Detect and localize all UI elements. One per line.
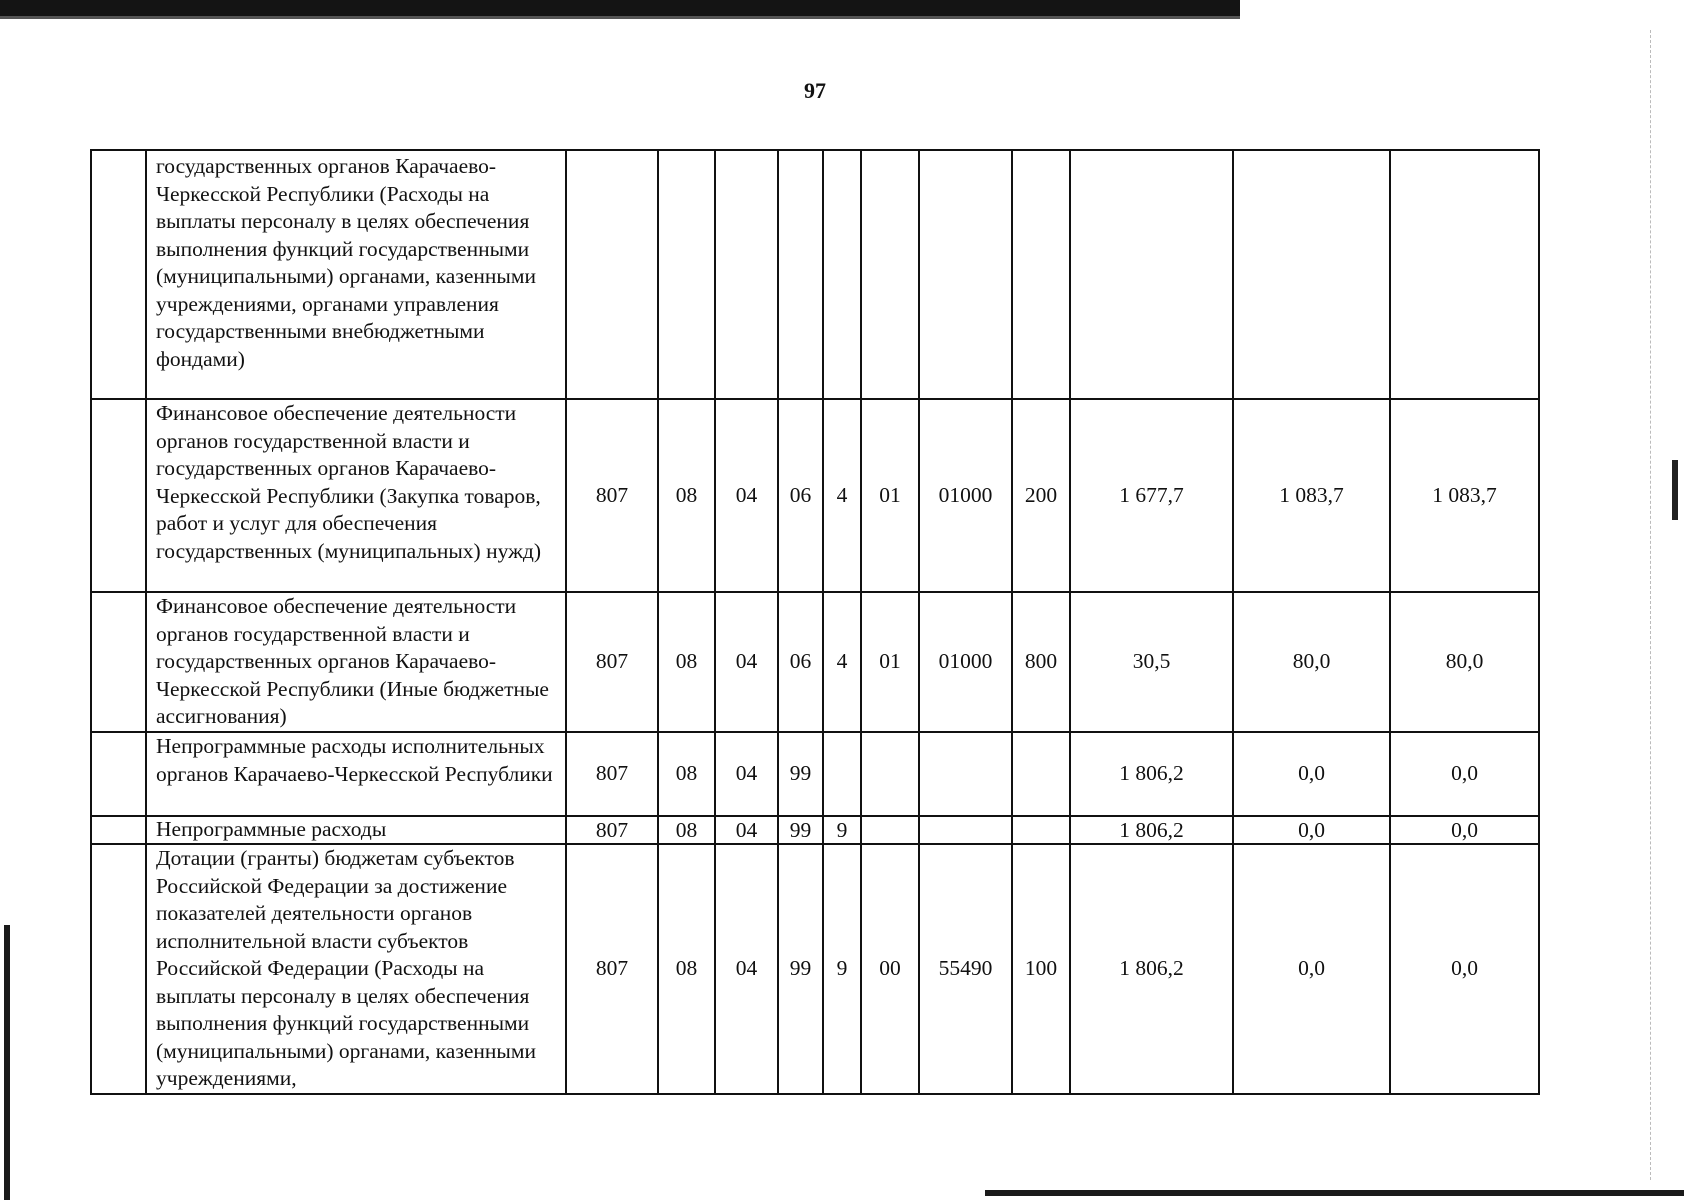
- code-admin: 807: [566, 816, 658, 844]
- code-section: 08: [658, 844, 715, 1094]
- code-expense-type: [1012, 150, 1070, 399]
- amount-year-3: 0,0: [1390, 844, 1539, 1094]
- amount-year-3: 0,0: [1390, 816, 1539, 844]
- code-program: 06: [778, 592, 823, 732]
- code-main-event: 01: [861, 399, 919, 592]
- code-subsection: 04: [715, 399, 778, 592]
- row-number-cell: [91, 732, 146, 816]
- scan-border-top-thin: [0, 16, 1240, 19]
- code-main-event: [861, 816, 919, 844]
- scan-border-left: [4, 925, 10, 1200]
- row-number-cell: [91, 592, 146, 732]
- code-main-event: 01: [861, 592, 919, 732]
- row-description: Непрограммные расходы исполнительных органов Карачаево-Черкесской Республики: [146, 732, 566, 816]
- amount-year-2: 80,0: [1233, 592, 1390, 732]
- code-section: 08: [658, 732, 715, 816]
- code-section: 08: [658, 816, 715, 844]
- code-subsection: 04: [715, 816, 778, 844]
- code-expense-type: 800: [1012, 592, 1070, 732]
- amount-year-3: 0,0: [1390, 732, 1539, 816]
- code-main-event: [861, 732, 919, 816]
- table-row: [91, 844, 1539, 1094]
- page-number: 97: [804, 78, 826, 103]
- code-subprogram: 9: [823, 844, 861, 1094]
- code-admin: 807: [566, 732, 658, 816]
- scan-edge-dots: [1650, 30, 1652, 1180]
- code-admin: 807: [566, 399, 658, 592]
- amount-year-1: 1 806,2: [1070, 844, 1233, 1094]
- code-section: 08: [658, 399, 715, 592]
- code-program: 99: [778, 816, 823, 844]
- code-section: 08: [658, 592, 715, 732]
- code-subsection: [715, 150, 778, 399]
- code-program: 06: [778, 399, 823, 592]
- code-direction: [919, 816, 1012, 844]
- amount-year-1: 1 677,7: [1070, 399, 1233, 592]
- row-description: Непрограммные расходы: [146, 816, 566, 844]
- code-admin: [566, 150, 658, 399]
- row-number-cell: [91, 399, 146, 592]
- code-subprogram: [823, 732, 861, 816]
- amount-year-1: 30,5: [1070, 592, 1233, 732]
- code-subprogram: 9: [823, 816, 861, 844]
- code-expense-type: 100: [1012, 844, 1070, 1094]
- amount-year-3: 1 083,7: [1390, 399, 1539, 592]
- amount-year-3: [1390, 150, 1539, 399]
- code-subprogram: [823, 150, 861, 399]
- scan-border-top: [0, 0, 1240, 16]
- amount-year-2: 0,0: [1233, 732, 1390, 816]
- code-subsection: 04: [715, 732, 778, 816]
- code-program: 99: [778, 732, 823, 816]
- code-admin: 807: [566, 592, 658, 732]
- amount-year-1: 1 806,2: [1070, 732, 1233, 816]
- table-row: [91, 399, 1539, 592]
- row-number-cell: [91, 816, 146, 844]
- code-subsection: 04: [715, 844, 778, 1094]
- table-row: [91, 732, 1539, 816]
- code-admin: 807: [566, 844, 658, 1094]
- table-row: [91, 816, 1539, 844]
- row-description: Финансовое обеспечение деятельности органов государственной власти и государственных органов Карачаево-Черкесской Республики (Закупка товаров, работ и услуг для обеспечения государственных (муниципальных) нужд): [146, 399, 566, 592]
- scan-border-bottom: [985, 1190, 1684, 1196]
- code-section: [658, 150, 715, 399]
- amount-year-2: 1 083,7: [1233, 399, 1390, 592]
- budget-table: [90, 149, 1540, 1095]
- amount-year-2: 0,0: [1233, 844, 1390, 1094]
- code-program: 99: [778, 844, 823, 1094]
- code-subprogram: 4: [823, 592, 861, 732]
- amount-year-3: 80,0: [1390, 592, 1539, 732]
- row-description: государственных органов Карачаево-Черкесской Республики (Расходы на выплаты персоналу в целях обеспечения выполнения функций государственными (муниципальными) органами, казенными учреждениями, органами управления государственными внебюджетными фондами): [146, 150, 566, 399]
- code-main-event: [861, 150, 919, 399]
- code-expense-type: [1012, 732, 1070, 816]
- code-subprogram: 4: [823, 399, 861, 592]
- table-row: [91, 150, 1539, 399]
- code-expense-type: 200: [1012, 399, 1070, 592]
- amount-year-1: [1070, 150, 1233, 399]
- code-direction: 01000: [919, 592, 1012, 732]
- row-number-cell: [91, 844, 146, 1094]
- code-program: [778, 150, 823, 399]
- code-direction: 01000: [919, 399, 1012, 592]
- amount-year-2: [1233, 150, 1390, 399]
- code-direction: [919, 150, 1012, 399]
- row-description: Финансовое обеспечение деятельности органов государственной власти и государственных органов Карачаево-Черкесской Республики (Иные бюджетные ассигнования): [146, 592, 566, 732]
- amount-year-1: 1 806,2: [1070, 816, 1233, 844]
- code-direction: 55490: [919, 844, 1012, 1094]
- table-row: [91, 592, 1539, 732]
- amount-year-2: 0,0: [1233, 816, 1390, 844]
- code-main-event: 00: [861, 844, 919, 1094]
- row-number-cell: [91, 150, 146, 399]
- scan-border-right: [1672, 460, 1678, 520]
- code-direction: [919, 732, 1012, 816]
- row-description: Дотации (гранты) бюджетам субъектов Российской Федерации за достижение показателей деятельности органов исполнительной власти субъектов Российской Федерации (Расходы на выплаты персоналу в целях обеспечения выполнения функций государственными (муниципальными) органами, казенными учреждениями,: [146, 844, 566, 1094]
- code-expense-type: [1012, 816, 1070, 844]
- code-subsection: 04: [715, 592, 778, 732]
